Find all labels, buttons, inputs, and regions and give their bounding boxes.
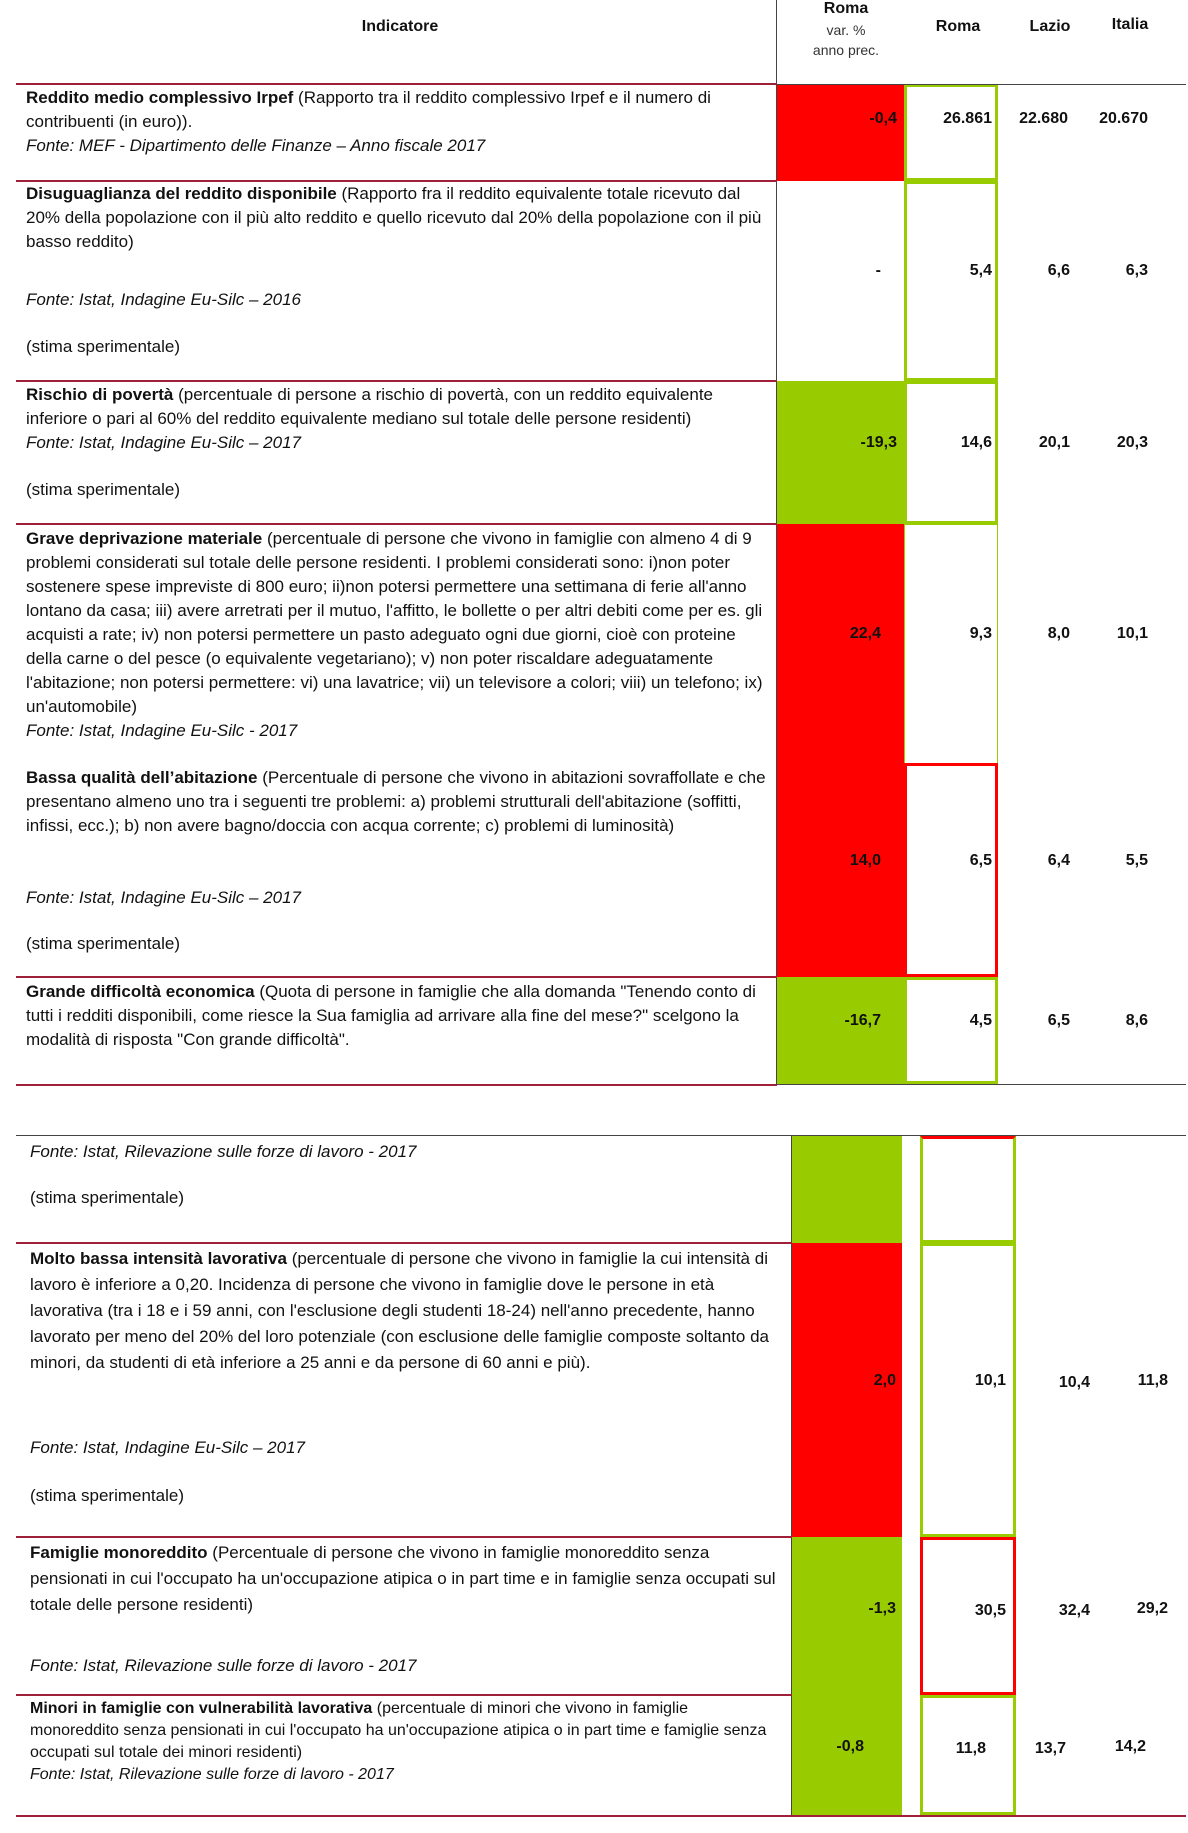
italia-value: 20.670 (1099, 110, 1148, 127)
lazio-value: 10,4 (1058, 1374, 1090, 1391)
table2-divider (791, 1136, 792, 1815)
var-cell (777, 381, 904, 524)
roma-value: 6,5 (969, 852, 992, 869)
italia-value: 10,1 (1116, 625, 1148, 642)
row-rule (16, 380, 777, 382)
var-cell (777, 977, 904, 1084)
indicator-source: Fonte: Istat, Rilevazione sulle forze di lavoro - 2017 (30, 1142, 417, 1161)
italia-value: 11,8 (1137, 1372, 1168, 1389)
var-value: 2,0 (873, 1372, 896, 1389)
roma-value: 10,1 (974, 1372, 1006, 1389)
italia-value: 8,6 (1125, 1012, 1148, 1029)
lazio-value: 6,4 (1047, 852, 1070, 869)
indicator-text (26, 86, 766, 158)
roma-box (904, 524, 998, 763)
row-rule (16, 83, 777, 85)
indicator-note: (stima sperimentale) (26, 337, 180, 356)
indicator-desc: (Percentuale di persone che vivono in abitazioni sovraffollate e che presentano almeno uno tra i seguenti tre problemi: a) problemi strutturali dell'abitazione (soffitti, infissi, ecc.); b) non avere bagno/doccia con acqua corrente; c) problemi di luminosità) (26, 768, 766, 835)
indicator-title: Grave deprivazione materiale (26, 529, 263, 548)
row-rule (16, 976, 777, 978)
header-var-line1: var. % (826, 22, 866, 38)
indicator-title: Famiglie monoreddito (30, 1543, 208, 1562)
italia-value: 14,2 (1114, 1738, 1146, 1755)
roma-box (904, 381, 998, 524)
indicator-text (30, 1246, 780, 1376)
italia-value: 5,5 (1125, 852, 1148, 869)
row-rule (777, 84, 1186, 85)
indicator-text (30, 1540, 780, 1618)
italia-value: 6,3 (1125, 262, 1148, 279)
header-roma: Roma (935, 18, 981, 35)
roma-box (904, 84, 998, 181)
indicator-title: Reddito medio complessivo Irpef (26, 88, 294, 107)
row-rule (16, 1084, 777, 1086)
lazio-value: 20,1 (1038, 434, 1070, 451)
indicator-source: Fonte: MEF - Dipartimento delle Finanze – Anno fiscale 2017 (26, 136, 486, 155)
header-lazio: Lazio (1029, 18, 1071, 35)
indicator-source: Fonte: Istat, Rilevazione sulle forze di lavoro - 2017 (30, 1766, 394, 1783)
indicator-desc: (Rapporto tra il reddito complessivo Irpef e il numero di contribuenti (in euro)). (26, 88, 711, 131)
header-indicator: Indicatore (361, 18, 439, 35)
indicator-note: (stima sperimentale) (26, 480, 180, 499)
italia-value: 29,2 (1136, 1600, 1168, 1617)
indicator-source: Fonte: Istat, Indagine Eu-Silc – 2016 (26, 290, 302, 309)
indicator-note: (stima sperimentale) (30, 1188, 184, 1207)
row-rule (16, 1135, 1186, 1136)
indicator-title: Minori in famiglie con vulnerabilità lavorativa (30, 1700, 373, 1717)
table1-divider (776, 84, 777, 1084)
indicator-desc: (Quota di persone in famiglie che alla domanda "Tenendo conto di tutti i redditi disponibili, come riesce la Sua famiglia ad arrivare alla fine del mese?" scelgono la modalità di risposta "Con grande difficoltà". (26, 982, 756, 1049)
roma-box (920, 1136, 1016, 1243)
row-rule (16, 1242, 792, 1244)
roma-value: 30,5 (974, 1602, 1006, 1619)
indicator-text (26, 766, 766, 838)
indicator-title: Bassa qualità dell’abitazione (26, 768, 258, 787)
indicator-source: Fonte: Istat, Indagine Eu-Silc - 2017 (26, 721, 298, 740)
var-cell (792, 1136, 902, 1243)
indicator-text (30, 1698, 780, 1786)
indicator-title: Molto bassa intensità lavorativa (30, 1249, 287, 1268)
var-value: 14,0 (849, 852, 881, 869)
var-value: -1,3 (868, 1600, 896, 1617)
indicator-title: Disuguaglianza del reddito disponibile (26, 184, 337, 203)
var-cell (777, 524, 904, 977)
row-rule (16, 523, 777, 525)
roma-box (904, 977, 998, 1084)
indicator-source: Fonte: Istat, Indagine Eu-Silc – 2017 (26, 433, 302, 452)
indicator-text (26, 980, 766, 1052)
row-rule (777, 1084, 1186, 1085)
roma-value: 9,3 (969, 625, 992, 642)
lazio-value: 6,5 (1047, 1012, 1070, 1029)
indicator-desc: (Rapporto fra il reddito equivalente totale ricevuto dal 20% della popolazione con il più alto reddito e quello ricevuto dal 20% della popolazione con il più basso reddito) (26, 184, 762, 251)
row-rule (16, 1694, 792, 1696)
italia-value: 20,3 (1116, 434, 1148, 451)
var-cell (777, 84, 904, 181)
indicator-note: (stima sperimentale) (30, 1486, 184, 1505)
indicator-source: Fonte: Istat, Indagine Eu-Silc – 2017 (30, 1438, 306, 1457)
header-italia: Italia (1111, 16, 1149, 33)
lazio-value: 6,6 (1047, 262, 1070, 279)
indicator-source: Fonte: Istat, Indagine Eu-Silc – 2017 (26, 888, 302, 907)
indicator-desc: (Percentuale di persone che vivono in famiglie monoreddito senza pensionati in cui l'occupato ha un'occupazione atipica o in part time e in famiglie senza occupati sul totale delle persone residenti) (30, 1543, 776, 1614)
indicator-note: (stima sperimentale) (26, 934, 180, 953)
indicator-desc: (percentuale di persone a rischio di povertà, con un reddito equivalente inferiore o pari al 60% del reddito equivalente mediano sul totale delle persone residenti) (26, 385, 713, 428)
row-rule (16, 1536, 792, 1538)
indicator-source: Fonte: Istat, Rilevazione sulle forze di lavoro - 2017 (30, 1656, 417, 1675)
header-roma-var: Roma (823, 0, 869, 17)
roma-box (904, 181, 998, 381)
header-divider (776, 0, 777, 84)
indicator-desc: (percentuale di persone che vivono in famiglie con almeno 4 di 9 problemi considerati sul totale delle persone residenti. I problemi considerati sono: i)non poter sostenere spese impreviste di 800 euro; ii)non potersi permettere una settimana di ferie all'anno lontano da casa; iii) avere arretrati per il mutuo, l'affitto, le bollette o per altri debiti come per es. gli acquisti a rate; iv) non potersi permettere un pasto adeguato ogni due giorni, cioè con proteine della carne o del pesce (o equivalente vegetariano); v) non poter riscaldare adeguatamente l'abitazione; non potersi permettere: vi) una lavatrice; vii) un televisore a colori; viii) un telefono; ix) un'automobile) (26, 529, 763, 716)
indicator-desc: (percentuale di minori che vivono in famiglie monoreddito senza pensionati in cui l'occupato ha un'occupazione atipica o in part time e famiglie senza occupati sul totale dei minori residenti) (30, 1700, 767, 1761)
var-value: - (875, 262, 881, 279)
indicator-text (26, 383, 766, 455)
roma-value: 11,8 (955, 1740, 986, 1757)
lazio-value: 22.680 (1019, 110, 1068, 127)
roma-value: 14,6 (960, 434, 992, 451)
var-value: -19,3 (860, 434, 897, 451)
indicator-text (26, 182, 766, 254)
var-cell (792, 1243, 902, 1537)
roma-value: 26.861 (943, 110, 992, 127)
roma-box (904, 763, 998, 977)
lazio-value: 8,0 (1047, 625, 1070, 642)
var-value: -16,7 (844, 1012, 881, 1029)
var-value: 22,4 (849, 625, 881, 642)
indicator-title: Rischio di povertà (26, 385, 174, 404)
roma-value: 4,5 (969, 1012, 992, 1029)
indicator-desc: (percentuale di persone che vivono in famiglie la cui intensità di lavoro è inferiore a 0,20. Incidenza di persone che vivono in famiglie dove le persone in età lavorativa (tra i 18 e i 59 anni, con l'esclusione degli studenti 18-24) nell'anno precedente, hanno lavorato per meno del 20% del loro potenziale (con esclusione delle famiglie composte soltanto da minori, da studenti di età inferiore a 25 anni e da persone di 60 anni e più). (30, 1249, 769, 1372)
lazio-value: 32,4 (1058, 1602, 1090, 1619)
row-rule (16, 1815, 1186, 1817)
roma-value: 5,4 (969, 262, 992, 279)
lazio-value: 13,7 (1034, 1740, 1066, 1757)
var-value: -0,4 (869, 110, 897, 127)
indicator-text (26, 527, 766, 743)
header-var-line2: anno prec. (812, 42, 880, 58)
roma-box (920, 1243, 1016, 1537)
var-value: -0,8 (836, 1738, 864, 1755)
indicator-title: Grande difficoltà economica (26, 982, 255, 1001)
